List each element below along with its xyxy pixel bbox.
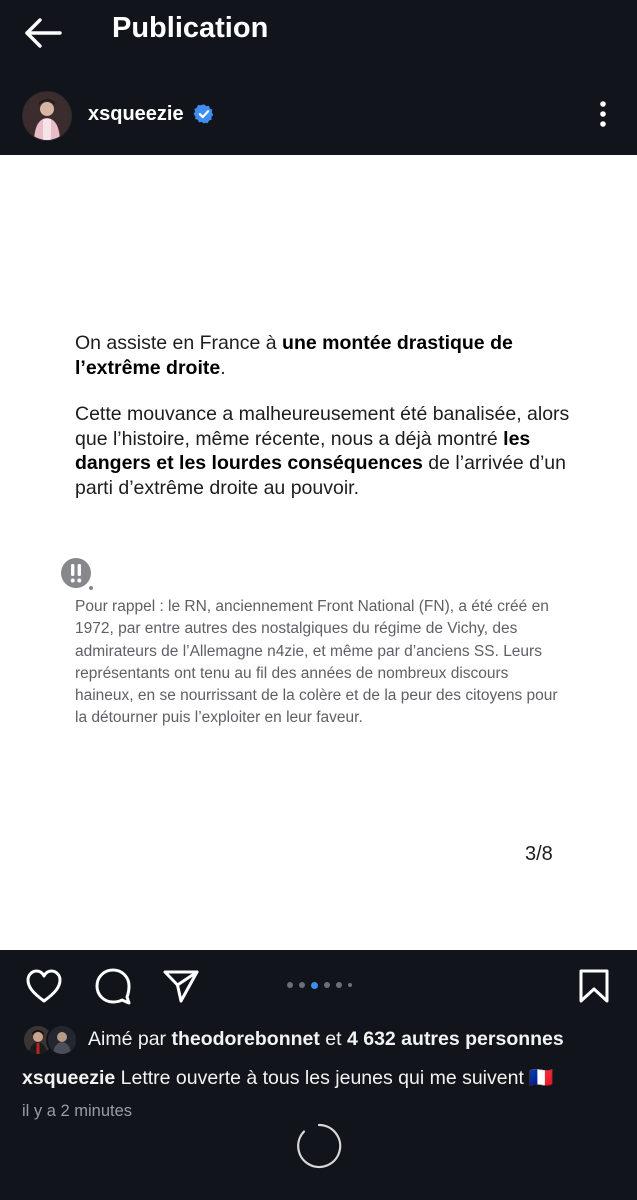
heart-icon xyxy=(25,968,63,1004)
verified-badge-icon xyxy=(193,103,215,125)
carousel-dot xyxy=(299,982,305,988)
like-button[interactable] xyxy=(25,968,63,1009)
carousel-dot-active xyxy=(311,982,318,989)
post-text-segment: de l’arrivée d’un parti d’extrême droite au pouvoir. xyxy=(75,452,566,499)
post-timestamp: il y a 2 minutes xyxy=(22,1102,133,1120)
post-paragraph-2 xyxy=(75,402,575,500)
likes-row[interactable] xyxy=(22,1024,622,1056)
post-caption xyxy=(22,1066,554,1090)
comment-button[interactable] xyxy=(94,967,132,1010)
send-icon xyxy=(162,967,200,1005)
slide-counter: 3/8 xyxy=(525,843,553,865)
avatar-image xyxy=(48,1026,76,1054)
liker-username[interactable]: theodorebonnet xyxy=(171,1028,320,1050)
avatar-image xyxy=(23,92,71,140)
liker-avatar xyxy=(46,1024,78,1056)
likes-middle: et xyxy=(319,1028,347,1050)
more-options-button[interactable] xyxy=(590,100,616,130)
spinner-icon xyxy=(295,1122,343,1170)
exclamation-bubble-icon xyxy=(60,557,96,593)
back-button[interactable] xyxy=(22,14,64,52)
post-note: Pour rappel : le RN, anciennement Front National (FN), a été créé en 1972, par entre autres des nostalgiques du régime de Vichy, des admirateurs de l’Allemagne n4zie, et même par d’anciens SS. Leurs représentants ont tenu au fil des années de nombreux discours haineux, en se nourrissant de la colère et de la peur des citoyens pour la détourner puis l’exploiter en leur faveur. xyxy=(75,598,558,727)
likes-others-count[interactable]: 4 632 autres personnes xyxy=(346,1028,564,1050)
more-vertical-icon xyxy=(590,100,616,130)
post-author-row xyxy=(0,88,637,144)
bookmark-icon xyxy=(578,968,610,1004)
caption-text: Lettre ouverte à tous les jeunes qui me suivent 🇫🇷 xyxy=(115,1067,554,1089)
carousel-indicator xyxy=(287,980,352,990)
post-image[interactable] xyxy=(0,155,637,950)
share-button[interactable] xyxy=(162,967,200,1010)
post-text-bold: une montée drastique de l’extrême droite xyxy=(75,332,513,379)
carousel-dot xyxy=(324,982,330,988)
post-paragraph-1 xyxy=(75,331,575,380)
post-text-segment: Cette mouvance a malheureusement été banalisée, alors que l’histoire, même récente, nous a déjà montré xyxy=(75,403,570,450)
post-text-bold: les dangers et les lourdes conséquences xyxy=(75,427,531,474)
likes-prefix: Aimé par xyxy=(88,1028,172,1050)
carousel-dot xyxy=(348,983,352,987)
author-avatar[interactable] xyxy=(22,91,72,141)
carousel-dot xyxy=(336,982,342,988)
caption-username[interactable]: xsqueezie xyxy=(22,1067,116,1089)
page-title: Publication xyxy=(112,12,269,44)
carousel-dot xyxy=(287,982,293,988)
arrow-left-icon xyxy=(22,14,64,52)
save-button[interactable] xyxy=(578,968,610,1009)
author-username[interactable]: xsqueezie xyxy=(88,103,184,125)
likes-text xyxy=(88,1028,564,1051)
comment-icon xyxy=(94,967,132,1005)
top-bar xyxy=(0,0,637,70)
post-text-segment: On assiste en France à xyxy=(75,332,283,354)
post-text-segment: . xyxy=(220,356,226,379)
